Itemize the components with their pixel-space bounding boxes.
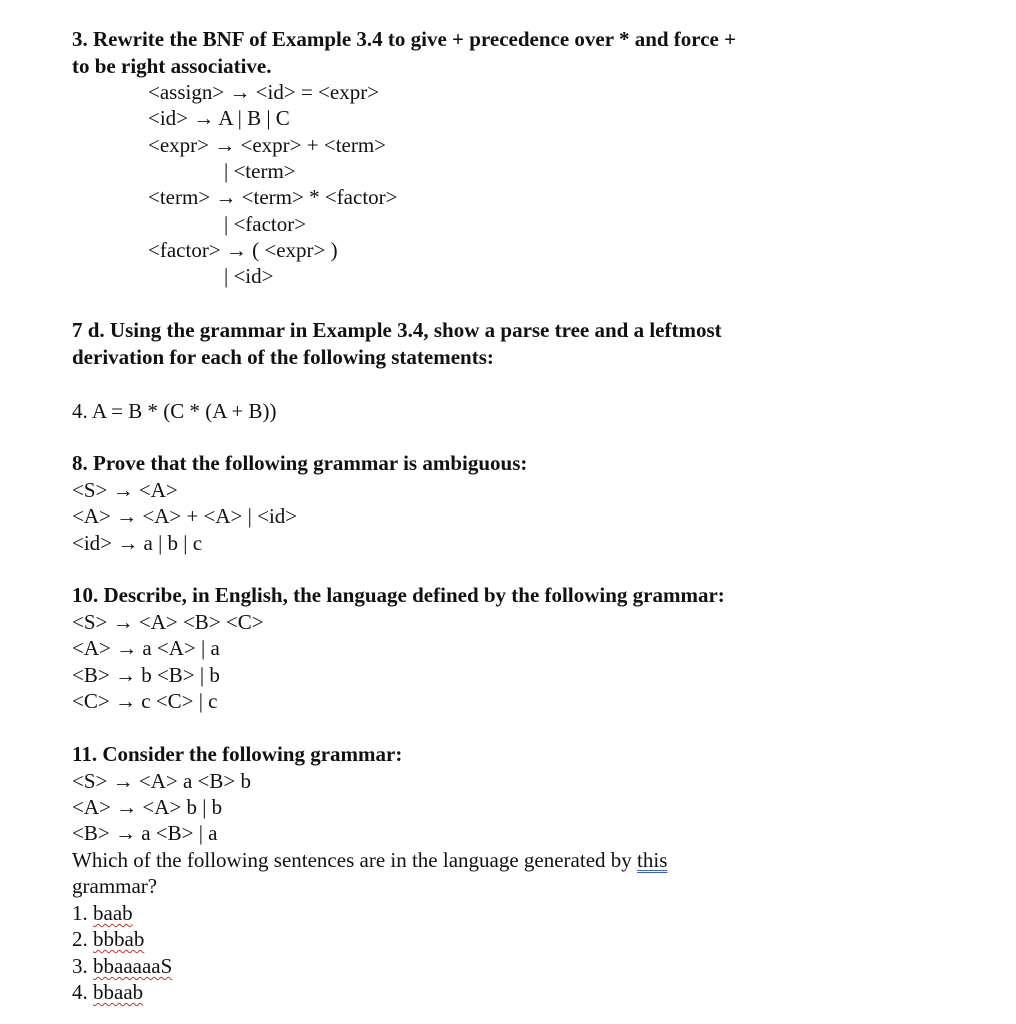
q10-rule-b: <B> → b <B> | b: [72, 663, 220, 687]
q3-rule-factor-alt: | <id>: [224, 264, 274, 288]
q7-heading-line2: derivation for each of the following statements:: [72, 345, 494, 369]
q3-heading-line1: 3. Rewrite the BNF of Example 3.4 to give + precedence over * and force +: [72, 27, 737, 51]
q3-rule-expr-alt: | <term>: [224, 159, 296, 183]
q11-option: [72, 979, 143, 1005]
q10-rule-s: <S> → <A> <B> <C>: [72, 610, 264, 634]
q3-rule-term: <term> → <term> * <factor>: [148, 185, 398, 209]
q11-rule-a: <A> → <A> b | b: [72, 795, 223, 819]
q11-option-number: 1.: [72, 901, 93, 925]
q8-rule-a: <A> → <A> + <A> | <id>: [72, 504, 298, 528]
q7-heading-line1: 7 d. Using the grammar in Example 3.4, show a parse tree and a leftmost: [72, 318, 722, 342]
q11-question-link: this: [637, 848, 668, 872]
q3-rule-assign: <assign> → <id> = <expr>: [148, 80, 380, 104]
q3-rule-factor: <factor> → ( <expr> ): [148, 238, 338, 262]
q10-rule-a: <A> → a <A> | a: [72, 636, 220, 660]
q11-option-text: baab: [93, 901, 133, 925]
q11-option: [72, 926, 144, 952]
q11-option-number: 4.: [72, 980, 93, 1004]
q11-question-line2: grammar?: [72, 874, 158, 898]
q11-option-text: bbaaaaaS: [93, 954, 173, 978]
q11-question-line1: [72, 847, 667, 873]
q11-option: [72, 953, 172, 979]
q10-rule-c: <C> → c <C> | c: [72, 689, 218, 713]
q11-rule-b: <B> → a <B> | a: [72, 821, 218, 845]
q3-rule-id: <id> → A | B | C: [148, 106, 290, 130]
q11-question-text: Which of the following sentences are in the language generated by: [72, 848, 638, 872]
q11-option-text: bbbab: [93, 927, 145, 951]
q11-option-text: bbaab: [93, 980, 144, 1004]
q11-option: [72, 900, 133, 926]
q11-option-number: 2.: [72, 927, 93, 951]
q11-option-number: 3.: [72, 954, 93, 978]
q7-statement: 4. A = B * (C * (A + B)): [72, 399, 277, 423]
q11-heading: 11. Consider the following grammar:: [72, 742, 403, 766]
q3-rule-term-alt: | <factor>: [224, 212, 307, 236]
q3-rule-expr: <expr> → <expr> + <term>: [148, 133, 387, 157]
q8-rule-id: <id> → a | b | c: [72, 531, 203, 555]
q3-heading-line2: to be right associative.: [72, 54, 272, 78]
q10-heading: 10. Describe, in English, the language defined by the following grammar:: [72, 583, 725, 607]
q8-heading: 8. Prove that the following grammar is ambiguous:: [72, 451, 528, 475]
q11-rule-s: <S> → <A> a <B> b: [72, 769, 251, 793]
q8-rule-s: <S> → <A>: [72, 478, 178, 502]
